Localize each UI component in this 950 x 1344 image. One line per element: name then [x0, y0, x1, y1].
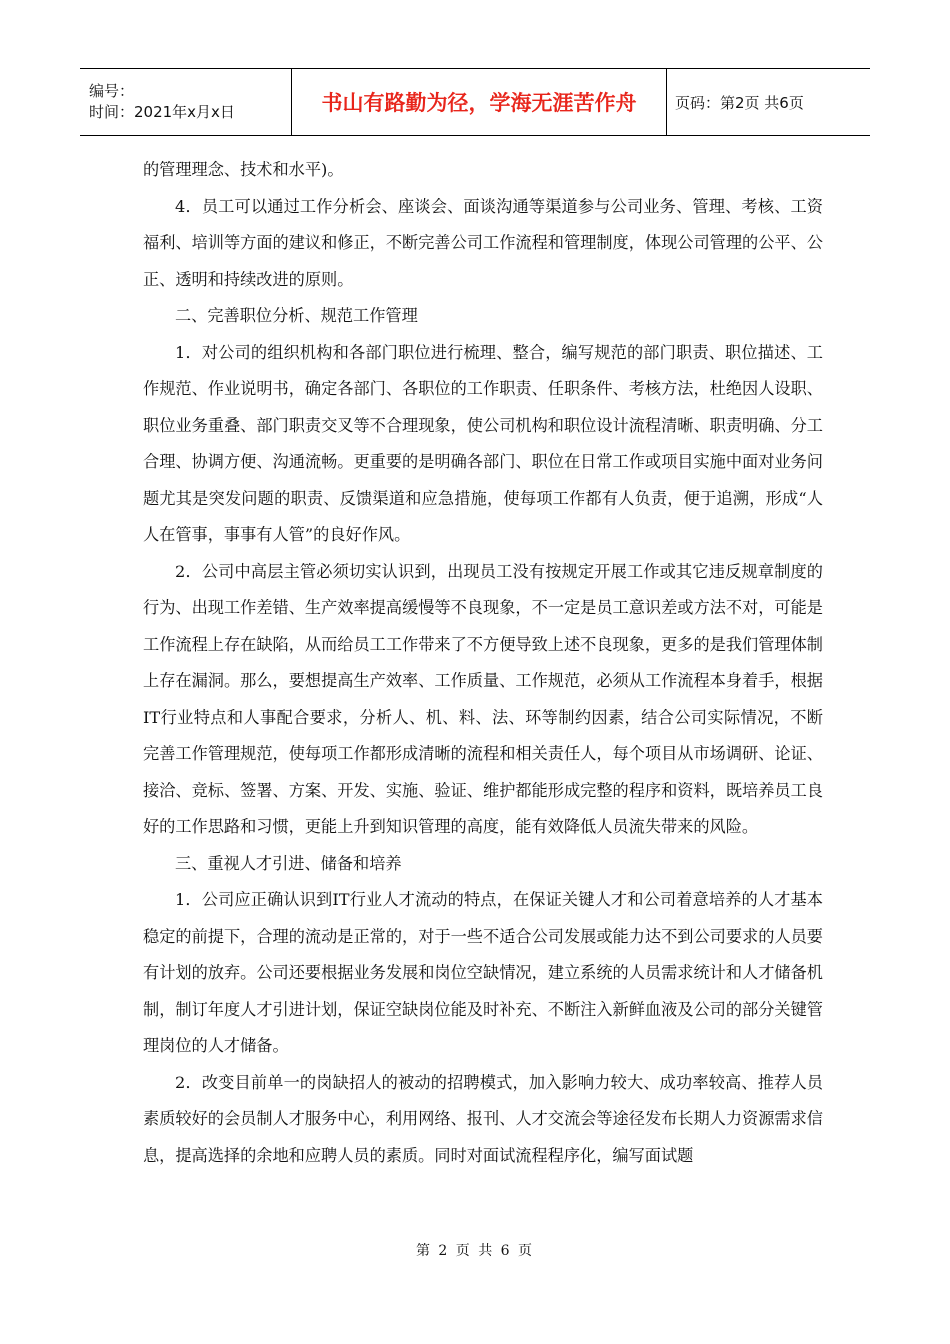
header-page-info: 页码：第2页 共6页 [675, 93, 804, 112]
page-header [80, 68, 870, 136]
paragraph: 1．公司应正确认识到IT行业人才流动的特点，在保证关键人才和公司着意培养的人才基本稳定的前提下，合理的流动是正常的，对于一些不适合公司发展或能力达不到公司要求的人员要有计划的放弃。公司还要根据业务发展和岗位空缺情况，建立系统的人员需求统计和人才储备机制，制订年度人才引进计划，保证空缺岗位能及时补充、不断注入新鲜血液及公司的部分关键管理岗位的人才储备。 [143, 890, 823, 1055]
paragraph-continuation: 的管理理念、技术和水平)。 [143, 160, 344, 179]
paragraph: 4．员工可以通过工作分析会、座谈会、面谈沟通等渠道参与公司业务、管理、考核、工资福利、培训等方面的建议和修正，不断完善公司工作流程和管理制度，体现公司管理的公平、公正、透明和持续改进的原则。 [143, 196, 823, 289]
header-motto: 书山有路勤为径，学海无涯苦作舟 [292, 69, 667, 135]
document-date: 时间：2021年x月x日 [89, 103, 235, 121]
paragraph: 2．公司中高层主管必须切实认识到，出现员工没有按规定开展工作或其它违反规章制度的行为、出现工作差错、生产效率提高缓慢等不良现象，不一定是员工意识差或方法不对，可能是工作流程上存在缺陷，从而给员工工作带来了不方便导致上述不良现象，更多的是我们管理体制上存在漏洞。那么，要想提高生产效率、工作质量、工作规范，必须从工作流程本身着手，根据IT行业特点和人事配合要求，分析人、机、料、法、环等制约因素，结合公司实际情况，不断完善工作管理规范，使每项工作都形成清晰的流程和相关责任人，每个项目从市场调研、论证、接洽、竞标、签署、方案、开发、实施、验证、维护都能形成完整的程序和资料，既培养员工良好的工作思路和习惯，更能上升到知识管理的高度，能有效降低人员流失带来的风险。 [143, 561, 823, 836]
header-meta-cell [80, 69, 292, 135]
document-number-label: 编号： [89, 82, 135, 100]
paragraph: 2．改变目前单一的岗缺招人的被动的招聘模式，加入影响力较大、成功率较高、推荐人员素质较好的会员制人才服务中心，利用网络、报刊、人才交流会等途径发布长期人力资源需求信息，提高选择的余地和应聘人员的素质。同时对面试流程程序化，编写面试题 [143, 1072, 823, 1165]
paragraph: 1．对公司的组织机构和各部门职位进行梳理、整合，编写规范的部门职责、职位描述、工作规范、作业说明书，确定各部门、各职位的工作职责、任职条件、考核方法，杜绝因人设职、职位业务重叠、部门职责交叉等不合理现象，使公司机构和职位设计流程清晰、职责明确、分工合理、协调方便、沟通流畅。更重要的是明确各部门、职位在日常工作或项目实施中面对业务问题尤其是突发问题的职责、反馈渠道和应急措施，使每项工作都有人负责，便于追溯，形成“人人在管事，事事有人管”的良好作风。 [143, 342, 823, 544]
page-footer: 第 2 页 共 6 页 [415, 1243, 535, 1259]
section-heading-3: 三、重视人才引进、储备和培养 [175, 853, 402, 873]
section-heading-2: 二、完善职位分析、规范工作管理 [175, 306, 418, 325]
document-body [143, 152, 823, 1174]
